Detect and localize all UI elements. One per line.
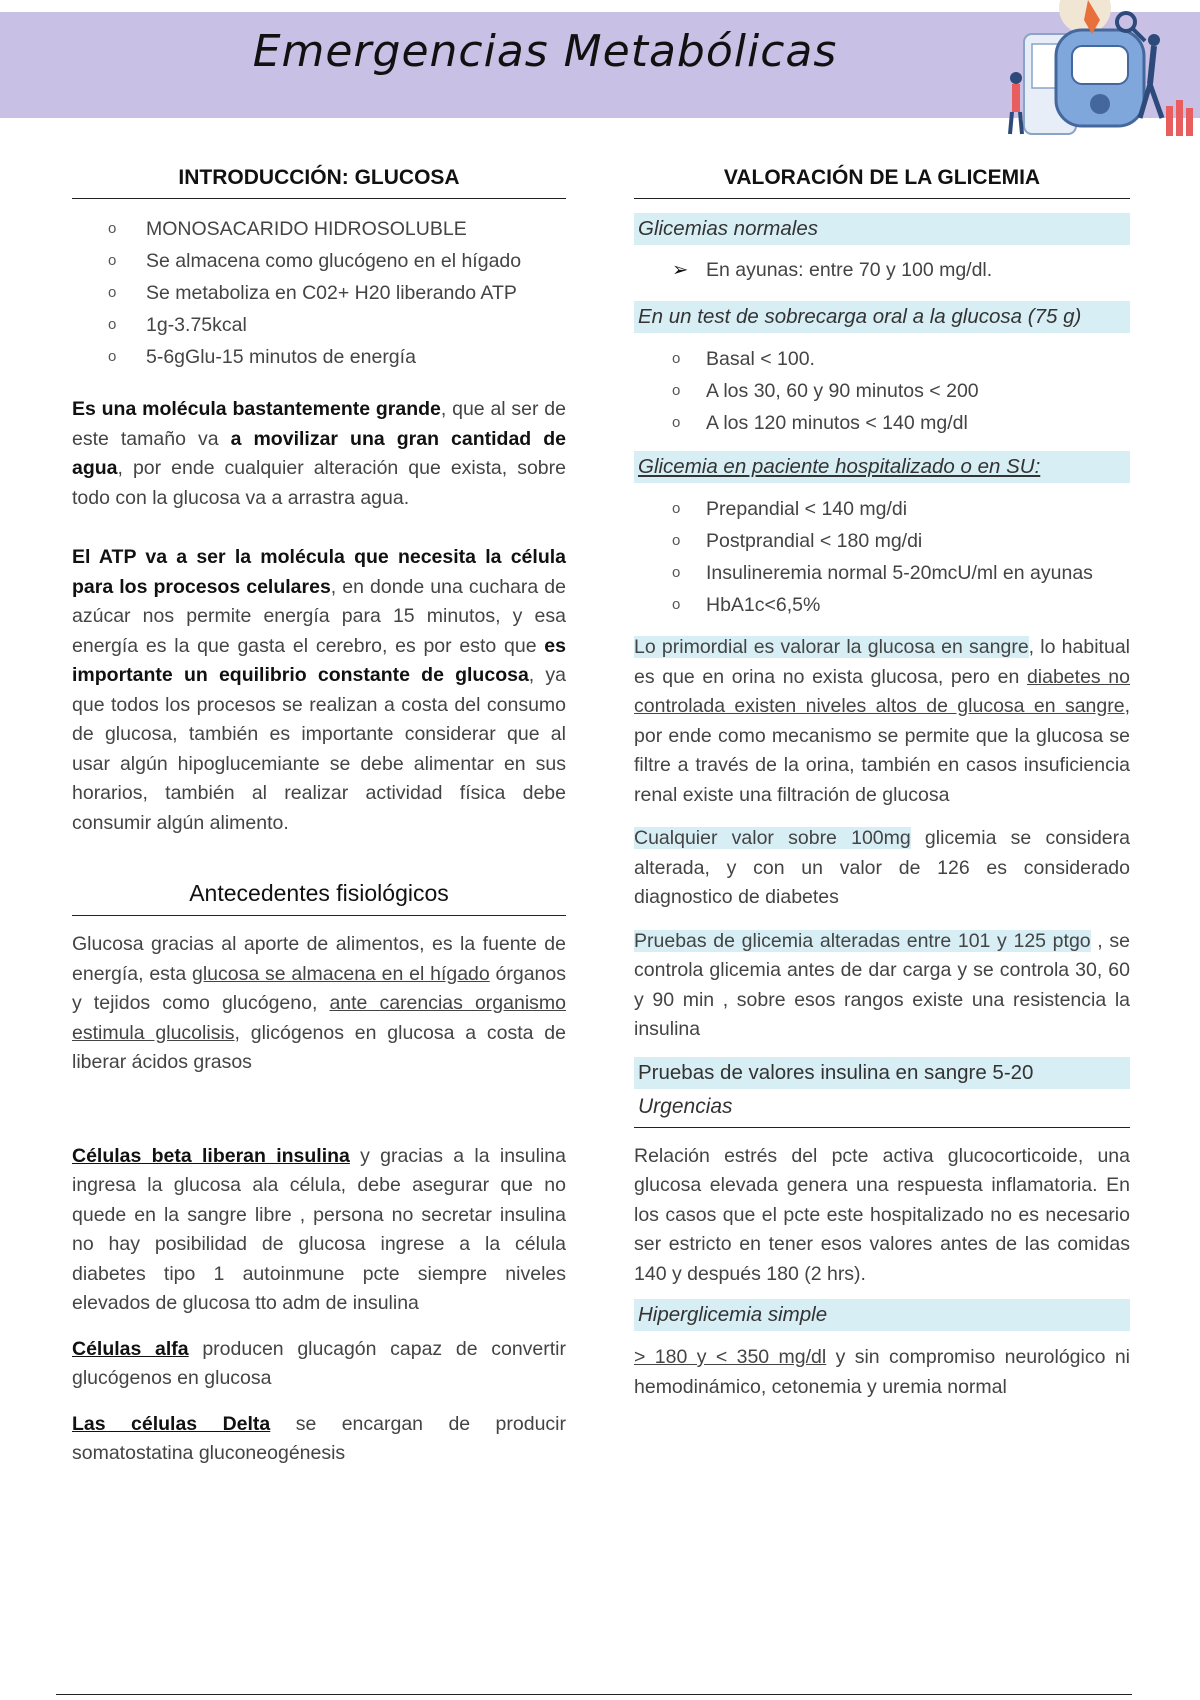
urgencias-paragraph: Relación estrés del pcte activa glucocorticoide, una glucosa elevada genera una respuesta inflamatoria. En los casos que el pcte este hospitalizado no es necesario ser estricto en tener esos valores antes de las comidas 140 y después 180 (2 hrs). [634, 1144, 1130, 1285]
alpha-cells-paragraph: Células alfa producen glucagón capaz de convertir glucógenos en glucosa [72, 1337, 566, 1389]
valoracion-heading: VALORACIÓN DE LA GLICEMIA [634, 166, 1130, 199]
fasting-item: ➢ En ayunas: entre 70 y 100 mg/dl. [634, 255, 1130, 285]
hospital-glycemia-band: Glicemia en paciente hospitalizado o en SU: [634, 451, 1130, 483]
primordial-paragraph: Lo primordial es valorar la glucosa en sangre, lo habitual es que en orina no exista glucosa, pero en diabetes no controlada existen niveles altos de glucosa en sangre, por ende como mecanismo se permite que la glucosa se filtre a través de la orina, también en casos insuficiencia renal existe una filtración de glucosa [634, 636, 1130, 806]
urgencias-heading: Urgencias [634, 1089, 1130, 1128]
list-item: o Se metaboliza en C02+ H20 liberando ATP [108, 282, 517, 304]
intro-paragraph-1: Es una molécula bastantemente grande, que al ser de este tamaño va a movilizar una gran cantidad de agua, por ende cualquier alteración que exista, sobre todo con la glucosa va a arrastra agua. [72, 398, 566, 509]
delta-cells-paragraph: Las células Delta se encargan de producir somatostatina gluconeogénesis [72, 1412, 567, 1464]
antecedentes-heading: Antecedentes fisiológicos [72, 880, 566, 916]
footer-divider [56, 1694, 1132, 1695]
normal-glycemia-band: Glicemias normales [634, 213, 1130, 245]
beta-cells-paragraph: Células beta liberan insulina y gracias a la insulina ingresa la glucosa ala célula, debe asegurar que no quede en la sangre libre , persona no secretar insulina no hay posibilidad de glucosa ingrese a la célula diabetes tipo 1 autoinmune pcte siempre niveles elevados de glucosa tto adm de insulina [72, 1144, 566, 1314]
list-item: o Postprandial < 180 mg/di [672, 530, 923, 552]
hyperglycemia-paragraph: > 180 y < 350 mg/dl y sin compromiso neurológico ni hemodinámico, cetonemia y uremia normal [634, 1346, 1130, 1398]
intro-paragraph-2: El ATP va a ser la molécula que necesita la célula para los procesos celulares, en donde una cuchara de azúcar nos permite energía para 15 minutos, y esa energía es la que gasta el cerebro, es por esto que es importante un equilibrio constante de glucosa, ya que todos los procesos se realizan a costa del consumo de glucosa, también es importante considerar que al usar algún hipoglucemiante se debe alimentar en sus horarios, también al realizar actividad física debe consumir algún alimento. [72, 546, 566, 834]
right-column [634, 166, 1130, 1402]
altered-tests-paragraph: Pruebas de glicemia alteradas entre 101 y 125 ptgo , se controla glicemia antes de dar carga y se controla 30, 60 y 90 min , sobre esos rangos existe una resistencia la insulina [634, 929, 1130, 1040]
list-item: o MONOSACARIDO HIDROSOLUBLE [108, 218, 467, 240]
list-item: o 1g-3.75kcal [108, 314, 247, 336]
left-column [72, 166, 566, 1469]
list-item: o A los 120 minutos < 140 mg/dl [672, 412, 968, 434]
list-item: o Se almacena como glucógeno en el hígado [108, 250, 522, 272]
list-item: o Prepandial < 140 mg/di [672, 498, 908, 520]
list-item: o A los 30, 60 y 90 minutos < 200 [672, 380, 979, 402]
oral-test-band: En un test de sobrecarga oral a la glucosa (75 g) [634, 301, 1130, 333]
arrow-icon: ➢ [672, 259, 689, 281]
intro-list [72, 213, 566, 373]
antecedentes-paragraph: Glucosa gracias al aporte de alimentos, es la fuente de energía, esta glucosa se almacena en el hígado órganos y tejidos como glucógeno, ante carencias organismo estimula glucolisis, glicógenos en glucosa a costa de liberar ácidos grasos [72, 933, 567, 1073]
glucometer-illustration [990, 0, 1195, 140]
hyperglycemia-band: Hiperglicemia simple [634, 1299, 1130, 1331]
list-item: o 5-6gGlu-15 minutos de energía [108, 346, 416, 368]
list-item: o Basal < 100. [672, 348, 815, 370]
value-paragraph: Cualquier valor sobre 100mg glicemia se considera alterada, y con un valor de 126 es considerado diagnostico de diabetes [634, 827, 1130, 908]
list-item: o HbA1c<6,5% [672, 594, 821, 616]
intro-heading: INTRODUCCIÓN: GLUCOSA [72, 166, 566, 199]
page-title: Emergencias Metabólicas [252, 26, 838, 77]
list-item: o Insulineremia normal 5-20mcU/ml en ayunas [672, 562, 1093, 584]
insulin-values-band: Pruebas de valores insulina en sangre 5-20 [634, 1057, 1130, 1089]
oral-test-list [634, 343, 1130, 439]
hospital-list [634, 493, 1130, 621]
